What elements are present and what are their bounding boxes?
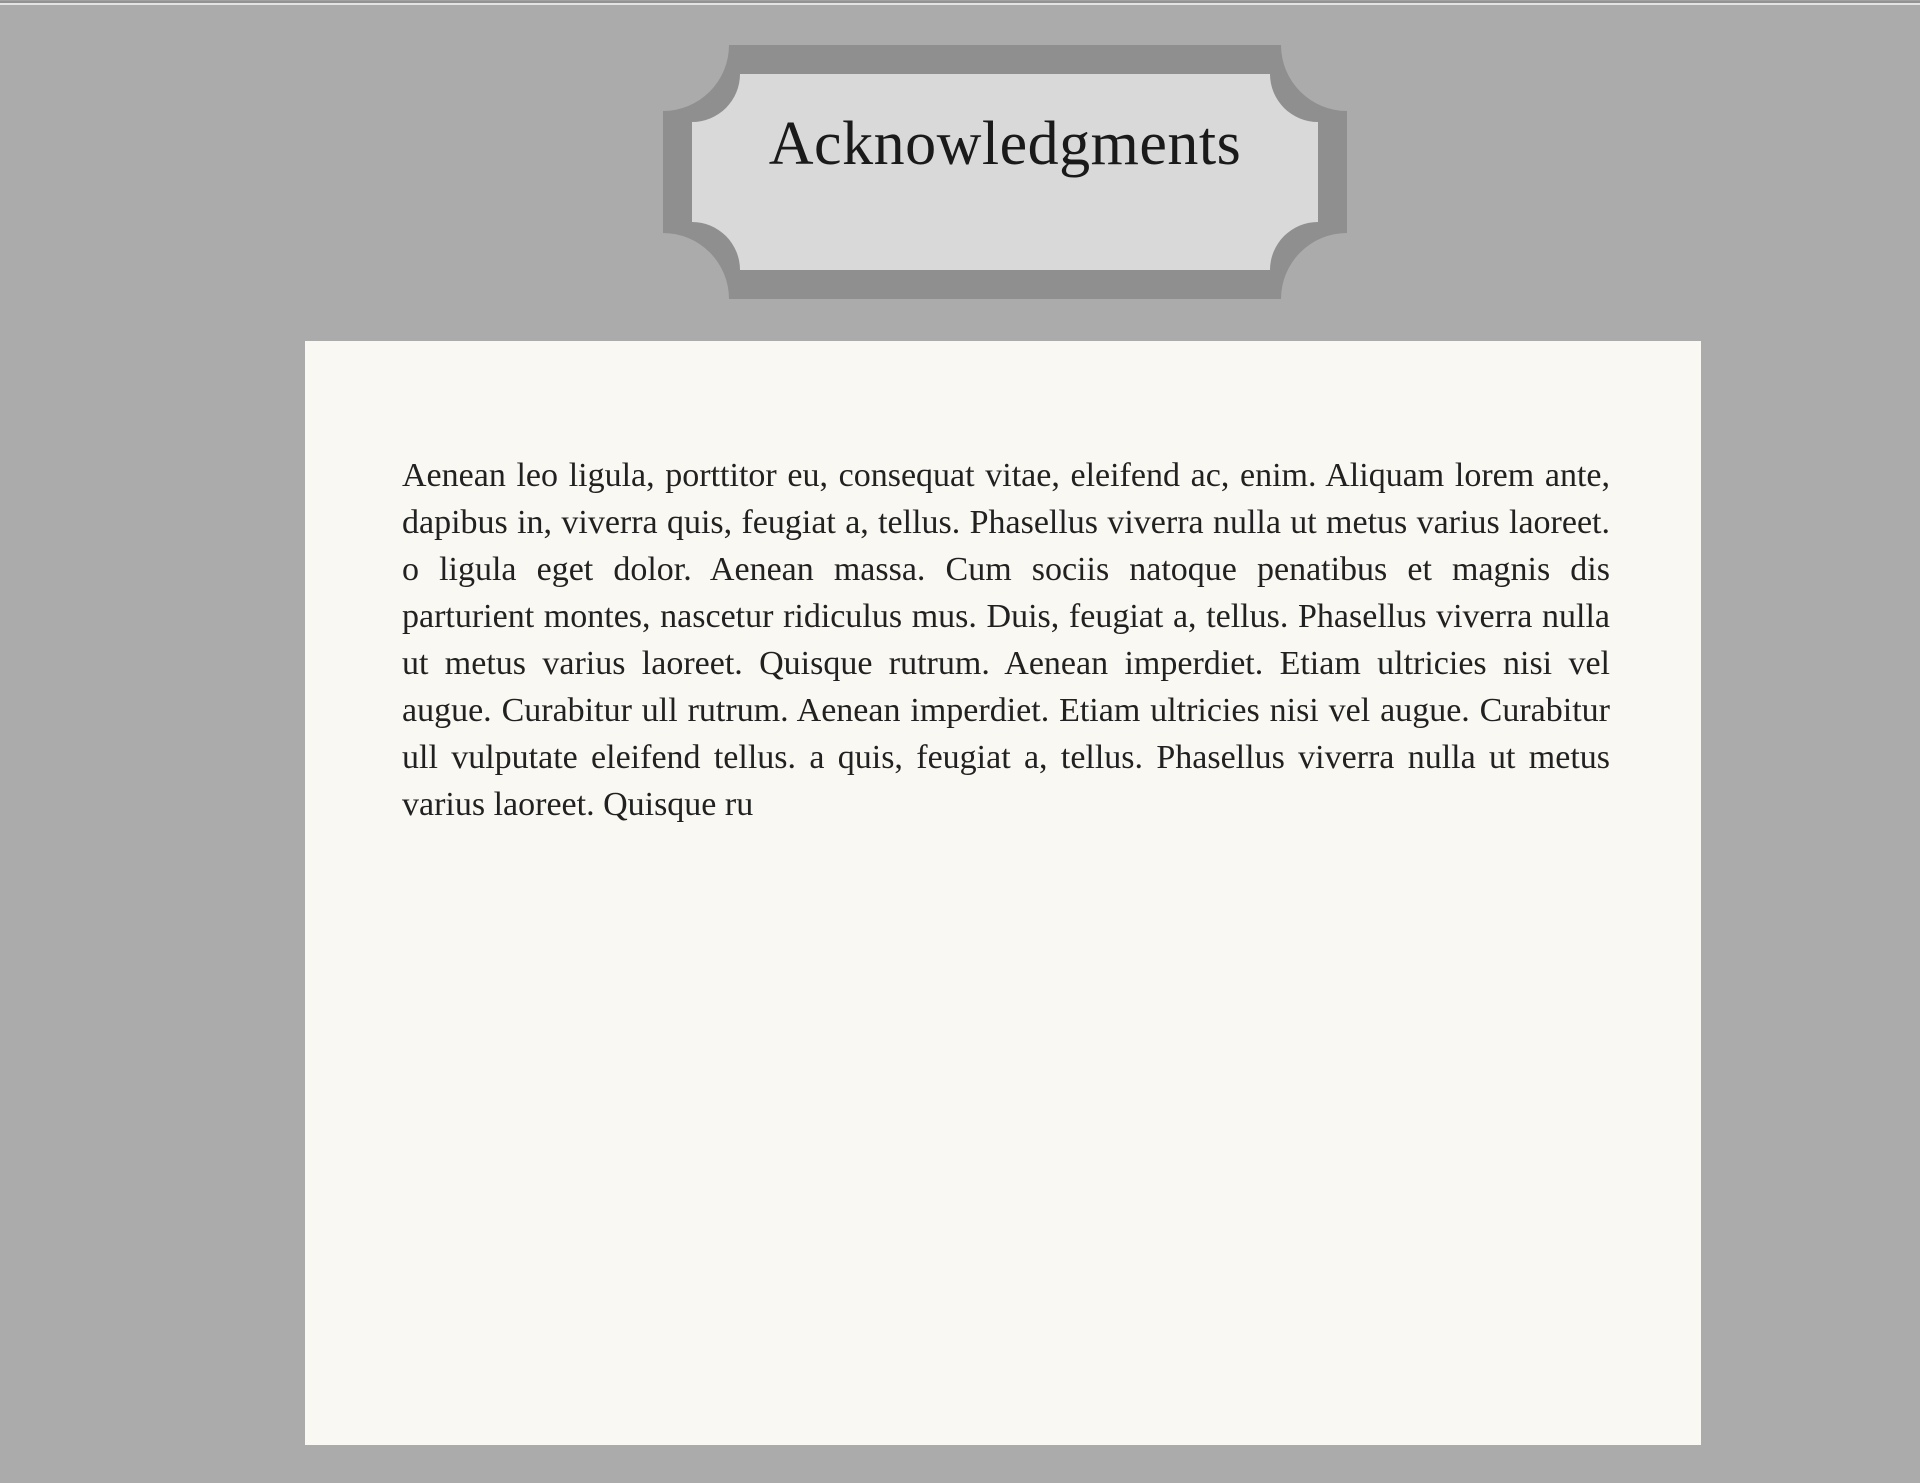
body-paragraph: Aenean leo ligula, porttitor eu, consequat vitae, eleifend ac, enim. Aliquam lorem ante, dapibus in, viverra quis, feugiat a, tellus. Phasellus viverra nulla ut metus varius laoreet. o ligula eget dolor. Aenean massa. Cum sociis natoque penatibus et magnis dis parturient montes, nascetur ridiculus mus. Duis, feugiat a, tellus. Phasellus viverra nulla ut metus varius laoreet. Quisque rutrum. Aenean imperdiet. Etiam ultricies nisi vel augue. Curabitur ull rutrum. Aenean imperdiet. Etiam ultricies nisi vel augue. Curabitur ull vulputate eleifend tellus. a quis, feugiat a, tellus. Phasellus viverra nulla ut metus varius laoreet. Quisque ru	[402, 457, 1610, 823]
title-plaque	[663, 45, 1347, 299]
window-top-edge	[0, 0, 1920, 6]
content-card	[305, 341, 1701, 1445]
page-title: Acknowledgments	[768, 110, 1242, 178]
